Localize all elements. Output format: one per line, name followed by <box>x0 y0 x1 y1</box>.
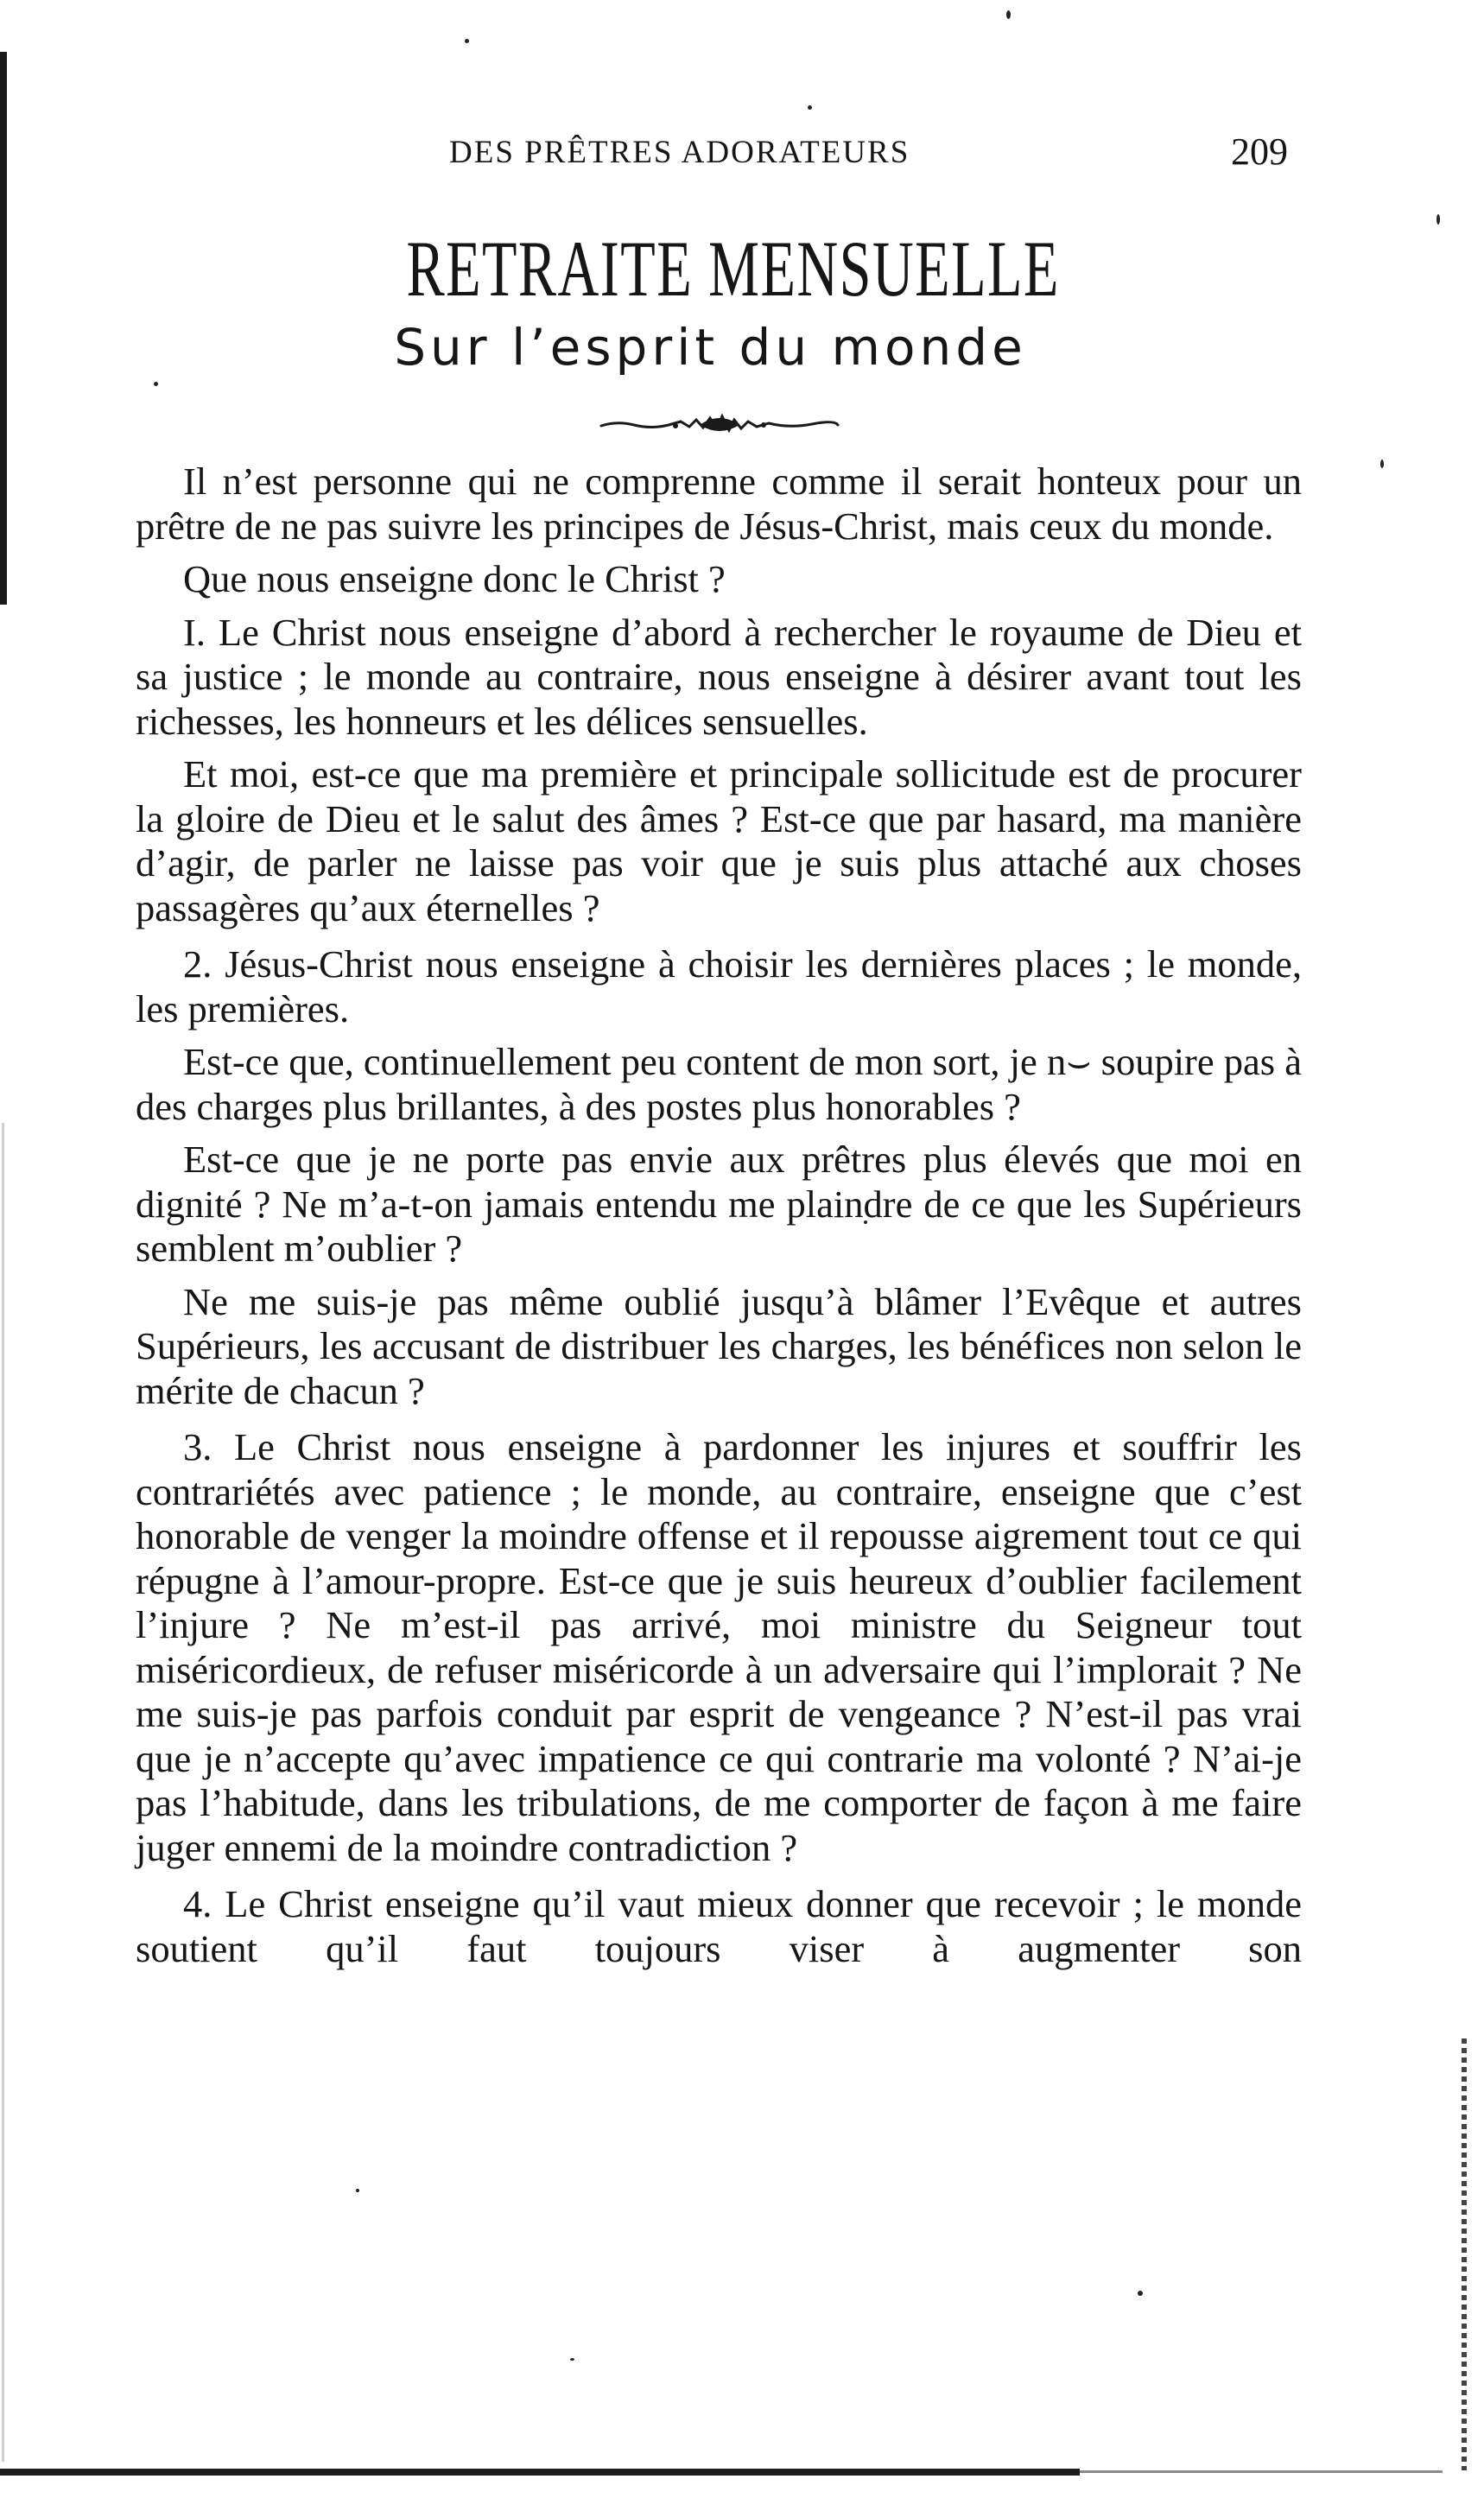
body-text <box>136 460 1302 1971</box>
scan-speck <box>465 39 469 43</box>
scan-speck <box>1380 460 1384 468</box>
scan-speck <box>1006 10 1011 19</box>
scan-speck <box>570 2358 574 2361</box>
scan-speck <box>356 2189 359 2192</box>
chapter-subtitle: Sur l’esprit du monde <box>394 318 1027 377</box>
paragraph: 2. Jésus-Christ nous enseigne à choisir les dernières places ; le monde, les premières. <box>136 942 1302 1030</box>
scan-edge-right <box>1462 2038 1467 2470</box>
paragraph: Est-ce que je ne porte pas envie aux prêtres plus élevés que moi en dignité ? Ne m’a-t-on jamais entendu me plaindre de ce que les Supérieurs semblent m’oublier ? <box>136 1138 1302 1270</box>
paragraph: I. Le Christ nous enseigne d’abord à rechercher le royaume de Dieu et sa justice ; le monde au contraire, nous enseigne à désirer avant tout les richesses, les honneurs et les délices sensuelles. <box>136 610 1302 743</box>
paragraph: 4. Le Christ enseigne qu’il vaut mieux donner que recevoir ; le monde soutient qu’il faut toujours viser à augmenter son <box>136 1882 1302 1970</box>
scan-speck <box>1138 2291 1143 2296</box>
scan-speck <box>154 382 158 386</box>
chapter-title-text: RETRAITE MENSUELLE <box>406 225 1060 313</box>
chapter-title <box>199 223 1267 314</box>
scan-bottom-edge <box>0 2469 1080 2476</box>
paragraph: Ne me suis-je pas même oublié jusqu’à blâmer l’Evêque et autres Supérieurs, les accusant de distribuer les charges, les bénéfices non selon le mérite de chacun ? <box>136 1279 1302 1412</box>
paragraph: Et moi, est-ce que ma première et principale sollicitude est de procurer la gloire de Dieu et le salut des âmes ? Est-ce que par hasard, ma manière d’agir, de parler ne laisse pas voir que je suis plus attaché aux choses passagères qu’aux éternelles ? <box>136 752 1302 929</box>
paragraph: Il n’est personne qui ne comprenne comme il serait honteux pour un prêtre de ne pas suivre les principes de Jésus-Christ, mais ceux du monde. <box>136 460 1302 548</box>
scan-bottom-edge-thin <box>1080 2470 1443 2473</box>
paragraph: 3. Le Christ nous enseigne à pardonner les injures et souffrir les contrariétés avec patience ; le monde, au contraire, enseigne que c’est honorable de venger la moindre offense et il repousse aigrement tout ce qui répugne à l’amour-propre. Est-ce que je suis heureux d’oublier facilement l’injure ? Ne m’est-il pas arrivé, moi ministre du Seigneur tout miséricordieux, de refuser miséricorde à un adversaire qui l’implorait ? Ne me suis-je pas parfois conduit par esprit de vengeance ? N’est-il pas vrai que je n’accepte qu’avec impatience ce qui contrarie ma volonté ? N’ai-je pas l’habitude, dans les tribulations, de me comporter de façon à me faire juger ennemi de la moindre contradiction ? <box>136 1425 1302 1869</box>
scan-edge-left-faint <box>2 1123 4 2462</box>
scan-speck <box>808 105 812 110</box>
paragraph: Est-ce que, continuellement peu content de mon sort, je n⌣ soupire pas à des charges plus brillantes, à des postes plus honorables ? <box>136 1040 1302 1128</box>
scan-speck <box>1436 214 1440 225</box>
paragraph: Que nous enseigne donc le Christ ? <box>183 557 726 600</box>
page-number: 209 <box>1231 130 1288 173</box>
decorative-flourish-icon <box>599 413 840 437</box>
running-header: DES PRÊTRES ADORATEURS <box>449 135 910 170</box>
